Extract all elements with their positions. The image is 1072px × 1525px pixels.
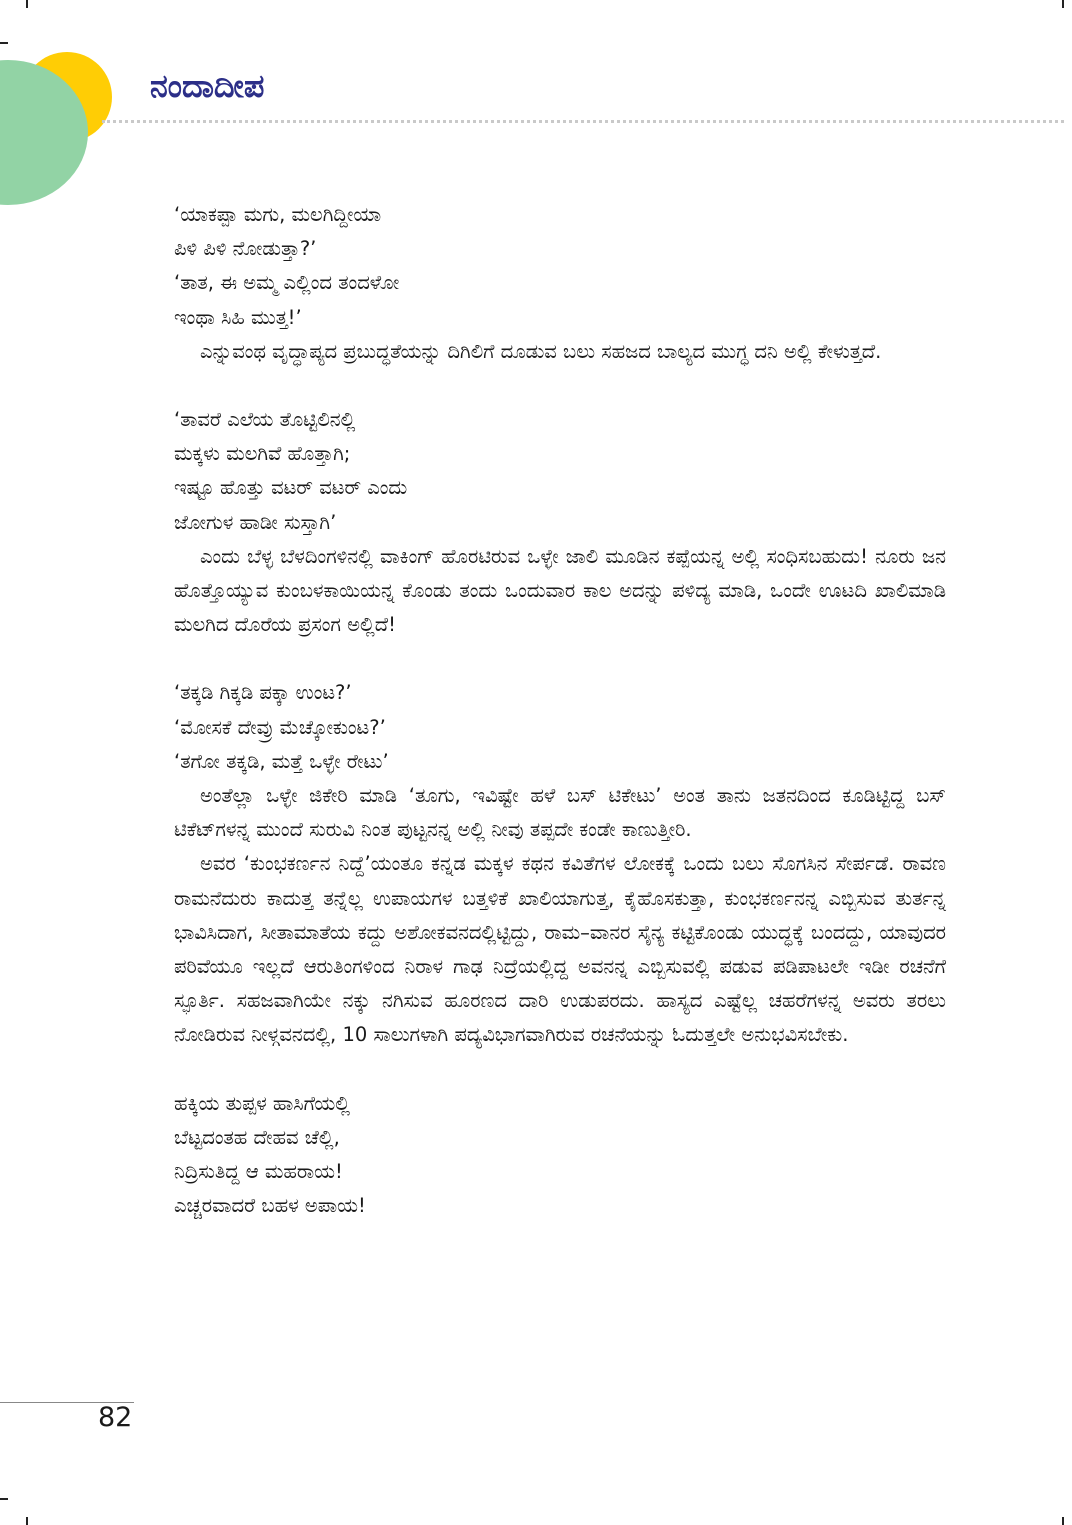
verse-line: ಹಕ್ಕಿಯ ತುಪ್ಪಳ ಹಾಸಿಗೆಯಲ್ಲಿ — [174, 1091, 350, 1115]
verse-line: ಇಷ್ಟೂ ಹೊತ್ತು ವಟರ್ ವಟರ್ ಎಂದು — [174, 476, 408, 500]
paragraph: ಅವರ ‘ಕುಂಭಕರ್ಣನ ನಿದ್ದೆ’ಯಂತೂ ಕನ್ನಡ ಮಕ್ಕಳ ಕಥನ ಕವಿತೆಗಳ ಲೋಕಕ್ಕೆ ಒಂದು ಬಲು ಸೊಗಸಿನ ಸೇರ್ಪಡೆ. ರಾವಣ ರಾಮನೆದುರು ಕಾದುತ್ತ ತನ್ನೆಲ್ಲ ಉಪಾಯಗಳ ಬತ್ತಳಿಕೆ ಖಾಲಿಯಾಗುತ್ತ, ಕೈಹೊಸಕುತ್ತಾ, ಕುಂಭಕರ್ಣನನ್ನ ಎಬ್ಬಿಸುವ ತುರ್ತನ್ನ ಭಾವಿಸಿದಾಗ, ಸೀತಾಮಾತೆಯ ಕದ್ದು ಅಶೋಕವನದಲ್ಲಿಟ್ಟಿದ್ದು, ರಾಮ–ವಾನರ ಸೈನ್ಯ ಕಟ್ಟಿಕೊಂಡು ಯುದ್ಧಕ್ಕೆ ಬಂದದ್ದು, ಯಾವುದರ ಪರಿವೆಯೂ ಇಲ್ಲದೆ ಆರುತಿಂಗಳಿಂದ ನಿರಾಳ ಗಾಢ ನಿದ್ರೆಯಲ್ಲಿದ್ದ ಅವನನ್ನ ಎಬ್ಬಿಸುವಲ್ಲಿ ಪಡುವ ಪಡಿಪಾಟಲೇ ಇಡೀ ರಚನೆಗೆ ಸ್ಫೂರ್ತಿ. ಸಹಜವಾಗಿಯೇ ನಕ್ಕು ನಗಿಸುವ ಹೂರಣದ ದಾರಿ ಉಡುಪರದು. ಹಾಸ್ಯದ ಎಷ್ಟೆಲ್ಲ ಚಹರೆಗಳನ್ನ ಅವರು ತರಲು ನೋಡಿರುವ ನೀಳ್ಗವನದಲ್ಲಿ, 10 ಸಾಲುಗಳಾಗಿ ಪದ್ಯವಿಭಾಗವಾಗಿರುವ ರಚನೆಯನ್ನು ಓದುತ್ತಲೇ ಅನುಭವಿಸಬೇಕು. — [174, 852, 946, 1047]
verse-block-1 — [174, 198, 946, 335]
header-dotted-rule — [102, 120, 1064, 123]
verse-line: ಪಿಳಿ ಪಿಳಿ ನೋಡುತ್ತಾ?’ — [174, 237, 317, 261]
verse-line: ‘ಯಾಕಪ್ಪಾ ಮಗು, ಮಲಗಿದ್ದೀಯಾ — [174, 203, 382, 226]
verse-block-2 — [174, 403, 946, 540]
crop-mark — [1062, 1517, 1064, 1525]
verse-line: ‘ತಾತ, ಈ ಅಮ್ಮ ಎಲ್ಲಿಂದ ತಂದಳೋ — [174, 271, 400, 295]
stanza-gap — [174, 369, 946, 403]
crop-mark — [26, 0, 28, 8]
crop-mark — [0, 1498, 8, 1500]
crop-mark — [1062, 0, 1064, 8]
stanza-gap — [174, 642, 946, 676]
crop-mark — [0, 42, 8, 44]
running-header-title: ನಂದಾದೀಪ — [150, 67, 265, 105]
verse-block-4 — [174, 1087, 946, 1224]
paragraph: ಎನ್ನುವಂಥ ವೃದ್ಧಾಪ್ಯದ ಪ್ರಬುದ್ಧತೆಯನ್ನು ದಿಗಿಲಿಗೆ ದೂಡುವ ಬಲು ಸಹಜದ ಬಾಲ್ಯದ ಮುಗ್ಧ ದನಿ ಅಲ್ಲಿ ಕೇಳುತ್ತದೆ. — [200, 339, 882, 363]
verse-line: ಬೆಟ್ಟದಂತಹ ದೇಹವ ಚೆಲ್ಲಿ, — [174, 1125, 340, 1149]
verse-line: ‘ತಗೋ ತಕ್ಕಡಿ, ಮತ್ತೆ ಒಳ್ಳೇ ರೇಟು’ — [174, 749, 389, 773]
stanza-gap — [174, 1053, 946, 1087]
verse-line: ನಿದ್ರಿಸುತಿದ್ದ ಆ ಮಹರಾಯ! — [174, 1160, 343, 1184]
paragraph: ಎಂದು ಬೆಳ್ಳ ಬೆಳದಿಂಗಳಿನಲ್ಲಿ ವಾಕಿಂಗ್ ಹೊರಟಿರುವ ಒಳ್ಳೇ ಜಾಲಿ ಮೂಡಿನ ಕಪ್ಪೆಯನ್ನ ಅಲ್ಲಿ ಸಂಧಿಸಬಹುದು! ನೂರು ಜನ ಹೊತ್ತೊಯ್ಯುವ ಕುಂಬಳಕಾಯಿಯನ್ನ ಕೊಂಡು ತಂದು ಒಂದುವಾರ ಕಾಲ ಅದನ್ನು ಪಳಿದ್ಯ ಮಾಡಿ, ಒಂದೇ ಊಟದಿ ಖಾಲಿಮಾಡಿ ಮಲಗಿದ ದೊರೆಯ ಪ್ರಸಂಗ ಅಲ್ಲಿದೆ! — [174, 544, 946, 637]
verse-line: ಎಚ್ಚರವಾದರೆ ಬಹಳ ಅಪಾಯ! — [174, 1194, 366, 1218]
verse-block-3 — [174, 676, 946, 779]
paragraph: ಅಂತೆಲ್ಲಾ ಒಳ್ಳೇ ಜಿಕೇರಿ ಮಾಡಿ ‘ತೂಗು, ಇವಿಷ್ಟೇ ಹಳೆ ಬಸ್ ಟಿಕೇಟು’ ಅಂತ ತಾನು ಜತನದಿಂದ ಕೂಡಿಟ್ಟಿದ್ದ ಬಸ್ ಟಿಕೆಟ್‌ಗಳನ್ನ ಮುಂದೆ ಸುರುವಿ ನಿಂತ ಪುಟ್ಟನನ್ನ ಅಲ್ಲಿ ನೀವು ತಪ್ಪದೇ ಕಂಡೇ ಕಾಣುತ್ತೀರಿ. — [174, 784, 946, 842]
verse-line: ‘ತಾವರೆ ಎಲೆಯ ತೊಟ್ಟಿಲಿನಲ್ಲಿ — [174, 408, 356, 432]
crop-mark — [26, 1517, 28, 1525]
verse-line: ‘ಮೋಸಕೆ ದೇವ್ರು ಮೆಚ್ಕೋಕುಂಟ?’ — [174, 715, 386, 739]
verse-line: ಜೋಗುಳ ಹಾಡೀ ಸುಸ್ತಾಗಿ’ — [174, 510, 337, 534]
verse-line: ಮಕ್ಕಳು ಮಲಗಿವೆ ಹೊತ್ತಾಗಿ; — [174, 442, 351, 466]
verse-line: ಇಂಥಾ ಸಿಹಿ ಮುತ್ತ!’ — [174, 305, 302, 329]
page-number: 82 — [98, 1402, 133, 1433]
verse-line: ‘ತಕ್ಕಡಿ ಗಿಕ್ಕಡಿ ಪಕ್ಕಾ ಉಂಟ?’ — [174, 681, 352, 705]
page-content — [174, 198, 946, 1223]
